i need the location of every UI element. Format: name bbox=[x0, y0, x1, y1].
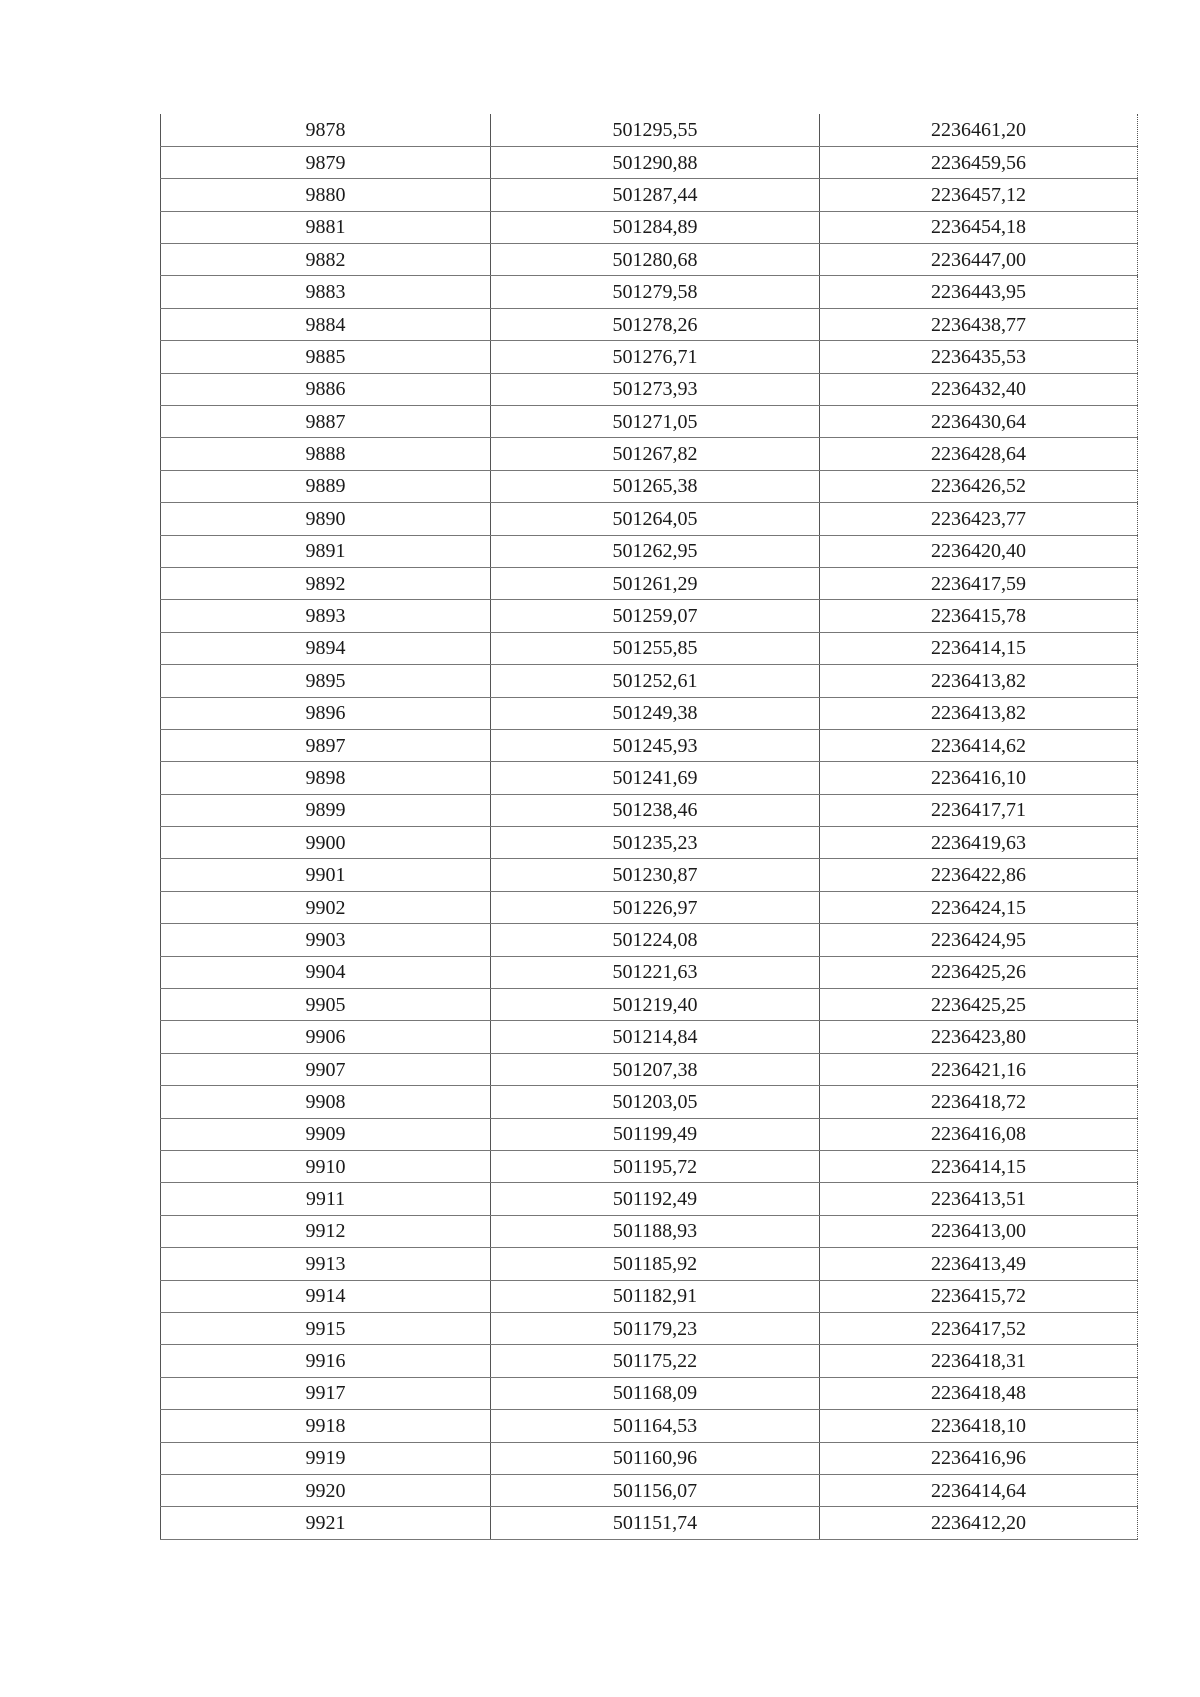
point-number-cell: 9900 bbox=[161, 827, 491, 859]
x-coordinate-cell: 501214,84 bbox=[491, 1021, 820, 1053]
y-coordinate-cell: 2236438,77 bbox=[820, 308, 1138, 340]
x-coordinate-cell: 501261,29 bbox=[491, 567, 820, 599]
x-coordinate-cell: 501255,85 bbox=[491, 632, 820, 664]
point-number-cell: 9915 bbox=[161, 1312, 491, 1344]
point-number-cell: 9882 bbox=[161, 244, 491, 276]
table-row bbox=[161, 503, 1138, 535]
x-coordinate-cell: 501284,89 bbox=[491, 211, 820, 243]
y-coordinate-cell: 2236428,64 bbox=[820, 438, 1138, 470]
table-row bbox=[161, 1086, 1138, 1118]
point-number-cell: 9916 bbox=[161, 1345, 491, 1377]
point-number-cell: 9884 bbox=[161, 308, 491, 340]
y-coordinate-cell: 2236421,16 bbox=[820, 1053, 1138, 1085]
x-coordinate-cell: 501192,49 bbox=[491, 1183, 820, 1215]
point-number-cell: 9886 bbox=[161, 373, 491, 405]
point-number-cell: 9905 bbox=[161, 989, 491, 1021]
y-coordinate-cell: 2236416,08 bbox=[820, 1118, 1138, 1150]
point-number-cell: 9879 bbox=[161, 146, 491, 178]
point-number-cell: 9897 bbox=[161, 729, 491, 761]
point-number-cell: 9909 bbox=[161, 1118, 491, 1150]
y-coordinate-cell: 2236426,52 bbox=[820, 470, 1138, 502]
y-coordinate-cell: 2236425,26 bbox=[820, 956, 1138, 988]
point-number-cell: 9898 bbox=[161, 762, 491, 794]
x-coordinate-cell: 501290,88 bbox=[491, 146, 820, 178]
point-number-cell: 9889 bbox=[161, 470, 491, 502]
table-row bbox=[161, 1474, 1138, 1506]
table-row bbox=[161, 438, 1138, 470]
x-coordinate-cell: 501195,72 bbox=[491, 1151, 820, 1183]
y-coordinate-cell: 2236413,82 bbox=[820, 665, 1138, 697]
table-row bbox=[161, 665, 1138, 697]
y-coordinate-cell: 2236417,52 bbox=[820, 1312, 1138, 1344]
table-row bbox=[161, 276, 1138, 308]
x-coordinate-cell: 501182,91 bbox=[491, 1280, 820, 1312]
table-row bbox=[161, 697, 1138, 729]
y-coordinate-cell: 2236432,40 bbox=[820, 373, 1138, 405]
x-coordinate-cell: 501230,87 bbox=[491, 859, 820, 891]
point-number-cell: 9919 bbox=[161, 1442, 491, 1474]
table-row bbox=[161, 1442, 1138, 1474]
point-number-cell: 9899 bbox=[161, 794, 491, 826]
table-row bbox=[161, 859, 1138, 891]
y-coordinate-cell: 2236413,82 bbox=[820, 697, 1138, 729]
y-coordinate-cell: 2236417,71 bbox=[820, 794, 1138, 826]
point-number-cell: 9891 bbox=[161, 535, 491, 567]
point-number-cell: 9920 bbox=[161, 1474, 491, 1506]
table-row bbox=[161, 1053, 1138, 1085]
y-coordinate-cell: 2236414,64 bbox=[820, 1474, 1138, 1506]
x-coordinate-cell: 501278,26 bbox=[491, 308, 820, 340]
x-coordinate-cell: 501249,38 bbox=[491, 697, 820, 729]
y-coordinate-cell: 2236447,00 bbox=[820, 244, 1138, 276]
y-coordinate-cell: 2236424,95 bbox=[820, 924, 1138, 956]
y-coordinate-cell: 2236418,48 bbox=[820, 1377, 1138, 1409]
point-number-cell: 9912 bbox=[161, 1215, 491, 1247]
point-number-cell: 9910 bbox=[161, 1151, 491, 1183]
point-number-cell: 9907 bbox=[161, 1053, 491, 1085]
table-row bbox=[161, 1215, 1138, 1247]
table-row bbox=[161, 1183, 1138, 1215]
y-coordinate-cell: 2236414,15 bbox=[820, 1151, 1138, 1183]
x-coordinate-cell: 501188,93 bbox=[491, 1215, 820, 1247]
x-coordinate-cell: 501175,22 bbox=[491, 1345, 820, 1377]
x-coordinate-cell: 501279,58 bbox=[491, 276, 820, 308]
point-number-cell: 9913 bbox=[161, 1248, 491, 1280]
x-coordinate-cell: 501199,49 bbox=[491, 1118, 820, 1150]
y-coordinate-cell: 2236423,80 bbox=[820, 1021, 1138, 1053]
point-number-cell: 9893 bbox=[161, 600, 491, 632]
y-coordinate-cell: 2236459,56 bbox=[820, 146, 1138, 178]
y-coordinate-cell: 2236416,96 bbox=[820, 1442, 1138, 1474]
table-row bbox=[161, 1507, 1138, 1539]
x-coordinate-cell: 501224,08 bbox=[491, 924, 820, 956]
x-coordinate-cell: 501168,09 bbox=[491, 1377, 820, 1409]
y-coordinate-cell: 2236418,72 bbox=[820, 1086, 1138, 1118]
x-coordinate-cell: 501226,97 bbox=[491, 891, 820, 923]
y-coordinate-cell: 2236414,15 bbox=[820, 632, 1138, 664]
y-coordinate-cell: 2236425,25 bbox=[820, 989, 1138, 1021]
table-row bbox=[161, 470, 1138, 502]
table-row bbox=[161, 179, 1138, 211]
x-coordinate-cell: 501238,46 bbox=[491, 794, 820, 826]
y-coordinate-cell: 2236423,77 bbox=[820, 503, 1138, 535]
table-row bbox=[161, 924, 1138, 956]
y-coordinate-cell: 2236413,00 bbox=[820, 1215, 1138, 1247]
point-number-cell: 9917 bbox=[161, 1377, 491, 1409]
x-coordinate-cell: 501262,95 bbox=[491, 535, 820, 567]
table-row bbox=[161, 632, 1138, 664]
point-number-cell: 9896 bbox=[161, 697, 491, 729]
point-number-cell: 9888 bbox=[161, 438, 491, 470]
table-row bbox=[161, 567, 1138, 599]
x-coordinate-cell: 501265,38 bbox=[491, 470, 820, 502]
table-row bbox=[161, 827, 1138, 859]
y-coordinate-cell: 2236413,49 bbox=[820, 1248, 1138, 1280]
table-row bbox=[161, 373, 1138, 405]
table-row bbox=[161, 989, 1138, 1021]
y-coordinate-cell: 2236413,51 bbox=[820, 1183, 1138, 1215]
point-number-cell: 9890 bbox=[161, 503, 491, 535]
point-number-cell: 9908 bbox=[161, 1086, 491, 1118]
y-coordinate-cell: 2236419,63 bbox=[820, 827, 1138, 859]
table-row bbox=[161, 1312, 1138, 1344]
table-row bbox=[161, 244, 1138, 276]
y-coordinate-cell: 2236420,40 bbox=[820, 535, 1138, 567]
table-row bbox=[161, 1410, 1138, 1442]
point-number-cell: 9902 bbox=[161, 891, 491, 923]
table-row bbox=[161, 146, 1138, 178]
point-number-cell: 9880 bbox=[161, 179, 491, 211]
table-row bbox=[161, 1151, 1138, 1183]
point-number-cell: 9887 bbox=[161, 406, 491, 438]
x-coordinate-cell: 501156,07 bbox=[491, 1474, 820, 1506]
y-coordinate-cell: 2236412,20 bbox=[820, 1507, 1138, 1539]
y-coordinate-cell: 2236443,95 bbox=[820, 276, 1138, 308]
point-number-cell: 9903 bbox=[161, 924, 491, 956]
table-row bbox=[161, 211, 1138, 243]
x-coordinate-cell: 501235,23 bbox=[491, 827, 820, 859]
x-coordinate-cell: 501259,07 bbox=[491, 600, 820, 632]
y-coordinate-cell: 2236414,62 bbox=[820, 729, 1138, 761]
point-number-cell: 9878 bbox=[161, 114, 491, 146]
y-coordinate-cell: 2236457,12 bbox=[820, 179, 1138, 211]
y-coordinate-cell: 2236435,53 bbox=[820, 341, 1138, 373]
y-coordinate-cell: 2236416,10 bbox=[820, 762, 1138, 794]
x-coordinate-cell: 501241,69 bbox=[491, 762, 820, 794]
x-coordinate-cell: 501160,96 bbox=[491, 1442, 820, 1474]
table-row bbox=[161, 406, 1138, 438]
y-coordinate-cell: 2236418,31 bbox=[820, 1345, 1138, 1377]
x-coordinate-cell: 501271,05 bbox=[491, 406, 820, 438]
y-coordinate-cell: 2236430,64 bbox=[820, 406, 1138, 438]
x-coordinate-cell: 501221,63 bbox=[491, 956, 820, 988]
point-number-cell: 9921 bbox=[161, 1507, 491, 1539]
y-coordinate-cell: 2236422,86 bbox=[820, 859, 1138, 891]
table-row bbox=[161, 1345, 1138, 1377]
x-coordinate-cell: 501185,92 bbox=[491, 1248, 820, 1280]
y-coordinate-cell: 2236417,59 bbox=[820, 567, 1138, 599]
table-row bbox=[161, 891, 1138, 923]
point-number-cell: 9883 bbox=[161, 276, 491, 308]
x-coordinate-cell: 501245,93 bbox=[491, 729, 820, 761]
table-row bbox=[161, 1377, 1138, 1409]
y-coordinate-cell: 2236418,10 bbox=[820, 1410, 1138, 1442]
point-number-cell: 9904 bbox=[161, 956, 491, 988]
x-coordinate-cell: 501287,44 bbox=[491, 179, 820, 211]
coordinates-table bbox=[160, 114, 1138, 1540]
x-coordinate-cell: 501164,53 bbox=[491, 1410, 820, 1442]
x-coordinate-cell: 501276,71 bbox=[491, 341, 820, 373]
point-number-cell: 9892 bbox=[161, 567, 491, 599]
table-row bbox=[161, 1021, 1138, 1053]
point-number-cell: 9885 bbox=[161, 341, 491, 373]
table-row bbox=[161, 1118, 1138, 1150]
x-coordinate-cell: 501207,38 bbox=[491, 1053, 820, 1085]
x-coordinate-cell: 501267,82 bbox=[491, 438, 820, 470]
x-coordinate-cell: 501179,23 bbox=[491, 1312, 820, 1344]
x-coordinate-cell: 501203,05 bbox=[491, 1086, 820, 1118]
table-row bbox=[161, 535, 1138, 567]
table-row bbox=[161, 729, 1138, 761]
table-row bbox=[161, 114, 1138, 146]
x-coordinate-cell: 501273,93 bbox=[491, 373, 820, 405]
point-number-cell: 9895 bbox=[161, 665, 491, 697]
y-coordinate-cell: 2236415,78 bbox=[820, 600, 1138, 632]
coordinates-table-body bbox=[161, 114, 1138, 1539]
x-coordinate-cell: 501295,55 bbox=[491, 114, 820, 146]
x-coordinate-cell: 501264,05 bbox=[491, 503, 820, 535]
x-coordinate-cell: 501280,68 bbox=[491, 244, 820, 276]
point-number-cell: 9911 bbox=[161, 1183, 491, 1215]
x-coordinate-cell: 501151,74 bbox=[491, 1507, 820, 1539]
table-row bbox=[161, 1248, 1138, 1280]
y-coordinate-cell: 2236454,18 bbox=[820, 211, 1138, 243]
table-row bbox=[161, 956, 1138, 988]
table-row bbox=[161, 308, 1138, 340]
table-row bbox=[161, 600, 1138, 632]
point-number-cell: 9901 bbox=[161, 859, 491, 891]
y-coordinate-cell: 2236461,20 bbox=[820, 114, 1138, 146]
point-number-cell: 9881 bbox=[161, 211, 491, 243]
point-number-cell: 9918 bbox=[161, 1410, 491, 1442]
y-coordinate-cell: 2236424,15 bbox=[820, 891, 1138, 923]
y-coordinate-cell: 2236415,72 bbox=[820, 1280, 1138, 1312]
table-row bbox=[161, 341, 1138, 373]
table-row bbox=[161, 762, 1138, 794]
x-coordinate-cell: 501219,40 bbox=[491, 989, 820, 1021]
table-row bbox=[161, 794, 1138, 826]
point-number-cell: 9906 bbox=[161, 1021, 491, 1053]
table-row bbox=[161, 1280, 1138, 1312]
point-number-cell: 9914 bbox=[161, 1280, 491, 1312]
x-coordinate-cell: 501252,61 bbox=[491, 665, 820, 697]
point-number-cell: 9894 bbox=[161, 632, 491, 664]
